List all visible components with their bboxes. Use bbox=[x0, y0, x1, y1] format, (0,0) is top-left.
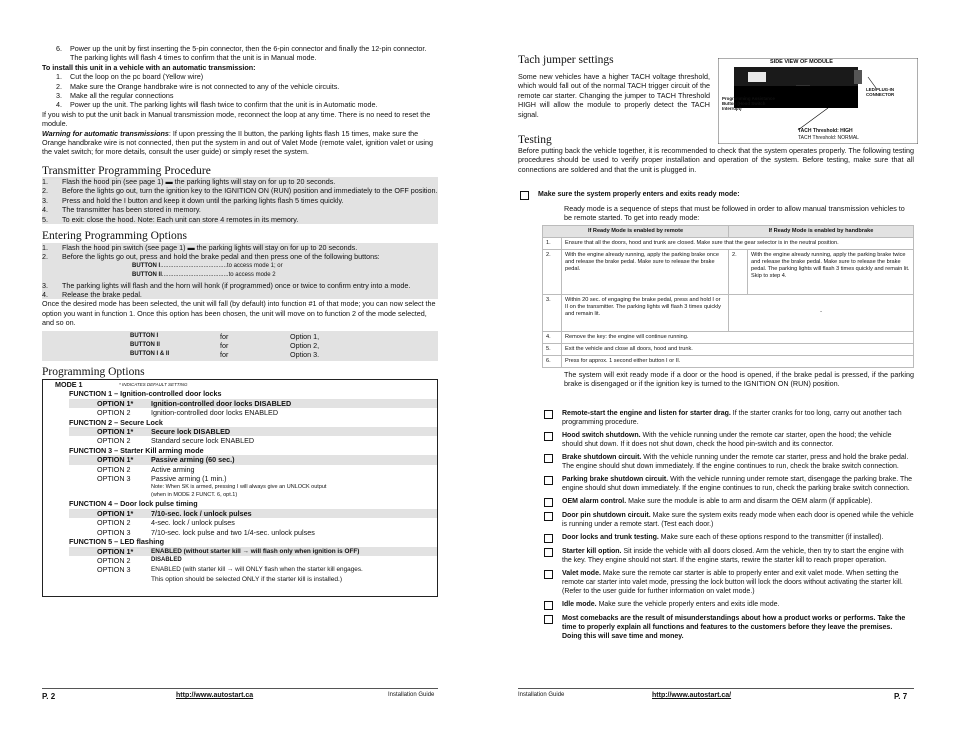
module-diagram bbox=[718, 58, 918, 144]
table-row: 4. Remove the key: the engine will continue running. bbox=[543, 331, 914, 343]
table-row: 1. Ensure that all the doors, hood and trunk are closed. Make sure that the gear selector is in the neutral position. bbox=[543, 237, 914, 249]
list-item: 5. To exit: close the hood. Note: Each unit can store 4 remotes in its memory. bbox=[42, 214, 299, 224]
checklist bbox=[542, 409, 914, 645]
check-item: Hood switch shutdown. With the vehicle running under the remote car starter, open the hood; the vehicle should shut down. If it does not shut down, check the hood pin-switch and its connector. bbox=[542, 431, 914, 449]
list-item: 2. Make sure the Orange handbrake wire is not connected to any of the vehicle circuits. bbox=[56, 81, 340, 91]
list-item: 3. Press and hold the I button and keep it down until the parking lights flash 5 times quickly. bbox=[42, 195, 344, 205]
option-row: OPTION 3 ENABLED (with starter kill → will ONLY flash when the starter kill engages. bbox=[97, 565, 363, 575]
check-item: Brake shutdown circuit. With the vehicle running under the remote car starter, press and hold the brake pedal. The engine should shut down immediately. If the engine continues to run, check the brake switch connection. bbox=[542, 453, 914, 471]
footer-url[interactable]: http://www.autostart.ca bbox=[176, 692, 254, 699]
option-row: BUTTON I & II for Option 3. bbox=[130, 350, 320, 360]
option-row: OPTION 2 4-sec. lock / unlock pulses bbox=[97, 518, 235, 528]
left-page bbox=[42, 0, 438, 738]
list-item: 1. Cut the loop on the pc board (Yellow wire) bbox=[56, 72, 204, 82]
function-title: FUNCTION 2 – Secure Lock bbox=[69, 417, 163, 427]
tach-title: Tach jumper settings bbox=[518, 54, 614, 66]
option-row: OPTION 3 7/10-sec. lock pulse and two 1/4-sec. unlock pulses bbox=[97, 527, 315, 537]
entering-paragraph: Once the desired mode has been selected, the unit will fall (by default) into function #1 of that mode; you can now select the option you want in function 1. Once this option has been chosen, the unit will move on to function 2 of the mode selected, and so on. bbox=[42, 299, 436, 328]
option-row: BUTTON II for Option 2, bbox=[130, 341, 320, 351]
programming-title: Programming Options bbox=[42, 366, 145, 378]
ready-text: Ready mode is a sequence of steps that must be followed in order to allow manual transmission vehicles to be remote started. To get into ready mode: bbox=[564, 204, 905, 223]
list-item: 1. Flash the hood pin switch (see page 1) ▬ the parking lights will stay on for up to 20 seconds. bbox=[42, 243, 358, 252]
list-item: 3. The parking lights will flash and the horn will honk (if programmed) once or twice to confirm entry into a mode. bbox=[42, 280, 411, 290]
list-item: 3. Make all the regular connections bbox=[56, 91, 174, 101]
ready-block bbox=[538, 190, 914, 389]
button-line: BUTTON I ........................................ to access mode 1; or bbox=[132, 262, 283, 269]
checkbox-icon[interactable] bbox=[544, 548, 553, 557]
check-item: Starter kill option. Sit inside the vehicle with all doors closed. Arm the vehicle, then try to start the engine with the key. They engine should not start. If the engine starts, rewire the starter kill to reach proper operation. bbox=[542, 547, 914, 565]
checkbox-icon[interactable] bbox=[544, 615, 553, 624]
default-note: * INDICATES DEFAULT SETTING bbox=[119, 382, 188, 387]
function-title: FUNCTION 5 – LED flashing bbox=[69, 537, 165, 547]
check-item: Parking brake shutdown circuit. With the vehicle running under remote start, disengage the parking brake. The engine should shut down immediately. If the engine continues to run, check the parking brake switch connection. bbox=[542, 475, 914, 493]
checkbox-icon[interactable] bbox=[544, 454, 553, 463]
page-number: P. 2 bbox=[42, 692, 56, 701]
option-row: OPTION 1* Ignition-controlled door locks DISABLED bbox=[69, 399, 437, 408]
function-title: FUNCTION 1 – Ignition-controlled door locks bbox=[69, 389, 222, 399]
install-steps bbox=[42, 44, 438, 157]
footer-guide: Installation Guide bbox=[388, 692, 435, 698]
checkbox-icon[interactable] bbox=[544, 570, 553, 579]
table-row: If Ready Mode is enabled by remote If Ready Mode is enabled by handbrake bbox=[543, 225, 914, 237]
mode-label: MODE 1 bbox=[55, 380, 83, 389]
option-row: OPTION 1* 7/10-sec. lock / unlock pulses bbox=[69, 509, 437, 518]
testing-title: Testing bbox=[518, 134, 552, 146]
checkbox-icon[interactable] bbox=[520, 191, 529, 200]
list-item: 4. The transmitter has been stored in memory. bbox=[42, 205, 201, 215]
list-item: 4. Power up the unit. The parking lights will flash twice to confirm that the unit is in Automatic mode. bbox=[56, 100, 378, 110]
tx-title: Transmitter Programming Procedure bbox=[42, 165, 211, 177]
diagram-high-label: TACH Threshold: HIGH bbox=[798, 128, 853, 134]
checkbox-icon[interactable] bbox=[544, 601, 553, 610]
check-item: Most comebacks are the result of misunderstandings about how a product works or performs. Take the time to properly explain all functions and features to the customers before they leave the premises. Doing this will save time and money. bbox=[542, 614, 914, 641]
footer-guide: Installation Guide bbox=[518, 692, 565, 698]
option-row: OPTION 1* Secure lock DISABLED bbox=[69, 427, 437, 436]
check-item: Idle mode. Make sure the vehicle properly enters and exits idle mode. bbox=[542, 600, 914, 610]
checkbox-icon[interactable] bbox=[544, 432, 553, 441]
footer-url[interactable]: http://www.autostart.ca/ bbox=[652, 692, 732, 699]
entering-title: Entering Programming Options bbox=[42, 230, 188, 242]
table-row: 5. Exit the vehicle and close all doors, hood and trunk. bbox=[543, 343, 914, 355]
option-row: OPTION 2 DISABLED bbox=[97, 555, 182, 565]
check-item: Remote-start the engine and listen for starter drag. If the starter cranks for too long, carry out another tach programming procedure. bbox=[542, 409, 914, 427]
list-item: 2. Before the lights go out, press and hold the brake pedal and then press one of the following buttons: bbox=[42, 252, 380, 262]
diagram-normal-label: TACH Threshold: NORMAL bbox=[798, 135, 859, 141]
check-item: Door locks and trunk testing. Make sure each of these options respond to the transmitter (if installed). bbox=[542, 533, 914, 543]
f3-note: (when in MODE 2 FUNCT. 6, opt.1) bbox=[151, 492, 238, 499]
function-title: FUNCTION 4 – Door lock pulse timing bbox=[69, 499, 198, 509]
right-page bbox=[518, 0, 914, 738]
programming-options-box bbox=[42, 379, 438, 597]
page-number: P. 7 bbox=[894, 692, 908, 701]
option-row: OPTION 3 Passive arming (1 min.) bbox=[97, 474, 227, 484]
diagram-assist-label: Programming Assistance Button (Hood Switch Interrupt) bbox=[722, 96, 775, 112]
footer-rule bbox=[42, 688, 438, 689]
list-item: The parking lights will flash 4 times to confirm that the unit is in Manual mode. bbox=[70, 53, 317, 63]
option-row: OPTION 1* Passive arming (60 sec.) bbox=[69, 455, 437, 464]
option-row: OPTION 2 Standard secure lock ENABLED bbox=[97, 436, 255, 446]
auto-heading: To install this unit in a vehicle with an automatic transmission: bbox=[42, 62, 256, 72]
manual-note: If you wish to put the unit back in Manual transmission mode, reconnect the loop at any time. There is no need to reset the module. bbox=[42, 109, 431, 129]
function-title: FUNCTION 3 – Starter Kill arming mode bbox=[69, 445, 204, 455]
checkbox-icon[interactable] bbox=[544, 498, 553, 507]
after-table-text: The system will exit ready mode if a door or the hood is opened, if the brake pedal is pressed, if the parking brake is disengaged or if the ignition key is turned to the IGNITION ON (RUN) position. bbox=[564, 369, 914, 389]
checkbox-icon[interactable] bbox=[544, 410, 553, 419]
checkbox-icon[interactable] bbox=[544, 534, 553, 543]
diagram-title: SIDE VIEW OF MODULE bbox=[770, 59, 833, 65]
list-item: 2. Before the lights go out, turn the ignition key to the IGNITION ON (RUN) position and immediately to the OFF position. bbox=[42, 186, 438, 196]
check-item: Valet mode. Make sure the remote car starter is able to properly enter and exit valet mode. When setting the remote car starter into valet mode, pressing the lock button will lock the doors without activating the starter kill. (Refer to the user guide for further information on valet mode.) bbox=[542, 569, 914, 596]
table-row: 3. Within 20 sec. of engaging the brake pedal, press and hold I or II on the transmitter. The parking lights will flash 3 times quickly and remain lit. - bbox=[543, 294, 914, 331]
entering-steps bbox=[42, 243, 438, 361]
option-row: BUTTON I for Option 1, bbox=[130, 331, 320, 341]
table-row: 2. With the engine already running, apply the parking brake once and release the brake pedal. Make sure to release the brake pedal. 2. With the engine already running, apply the parking brake twice and release the brake pedal. Make sure to release the brake pedal. The parking lights will flash 3 times quickly and remain lit. Skip to step 4. bbox=[543, 249, 914, 294]
list-item: 6. Power up the unit by first inserting the 5-pin connector, then the 6-pin connector and finally the 12-pin connector. bbox=[56, 44, 427, 53]
check-item: OEM alarm control. Make sure the module is able to arm and disarm the OEM alarm (if applicable). bbox=[542, 497, 914, 507]
list-item: 4. Release the brake pedal. bbox=[42, 290, 142, 300]
f3-note: Note: When SK is armed, pressing I will always give an UNLOCK output bbox=[151, 484, 327, 491]
option-row: OPTION 2 Ignition-controlled door locks ENABLED bbox=[97, 408, 279, 418]
footer-rule bbox=[518, 688, 914, 689]
option-row: OPTION 2 Active arming bbox=[97, 464, 195, 474]
testing-text: Before putting back the vehicle together, it is recommended to check that the system operates properly. The following testing procedures should be used to verify proper installation and operation of the system. Before testing, make sure that all connections are soldered and that the unit is plugged in. bbox=[518, 146, 914, 174]
list-item: 1. Flash the hood pin (see page 1) ▬ the parking lights will stay on for up to 20 seconds. bbox=[42, 177, 336, 186]
check-item: Door pin shutdown circuit. Make sure the system exits ready mode when each door is opened while the vehicle is running under a remote start. (Test each door.) bbox=[542, 511, 914, 529]
button-line: BUTTON II ........................................ to access mode 2 bbox=[132, 272, 276, 279]
tx-steps bbox=[42, 177, 438, 224]
warning-paragraph: Warning for automatic transmissions: If upon pressing the II button, the parking lights flash 15 times, make sure the Orange handbrake wire is not connected, then put the system in and out of Valet Mode (remote valet, ignition valet or using the valet switch; for more details, consult the user guide) or simply reset the system. bbox=[42, 128, 434, 157]
ready-table bbox=[542, 225, 914, 368]
checkbox-icon[interactable] bbox=[544, 512, 553, 521]
option-row: OPTION 1* ENABLED (without starter kill → will flash only when ignition is OFF) bbox=[69, 547, 437, 556]
table-row: 6. Press for approx. 1 second either button I or II. bbox=[543, 355, 914, 367]
tach-text: Some new vehicles have a higher TACH voltage threshold, which would fall out of the normal TACH trigger circuit of the remote car starter. Changing the jumper to TACH Threshold HIGH will allow the module to properly detect the TACH signal. bbox=[518, 72, 710, 119]
check-item: Make sure the system properly enters and exits ready mode: bbox=[518, 190, 914, 200]
diagram-led-label: LED/PLUG-IN CONNECTOR bbox=[866, 87, 895, 97]
f5-note: This option should be selected ONLY if the starter kill is installed.) bbox=[151, 575, 343, 583]
checkbox-icon[interactable] bbox=[544, 476, 553, 485]
